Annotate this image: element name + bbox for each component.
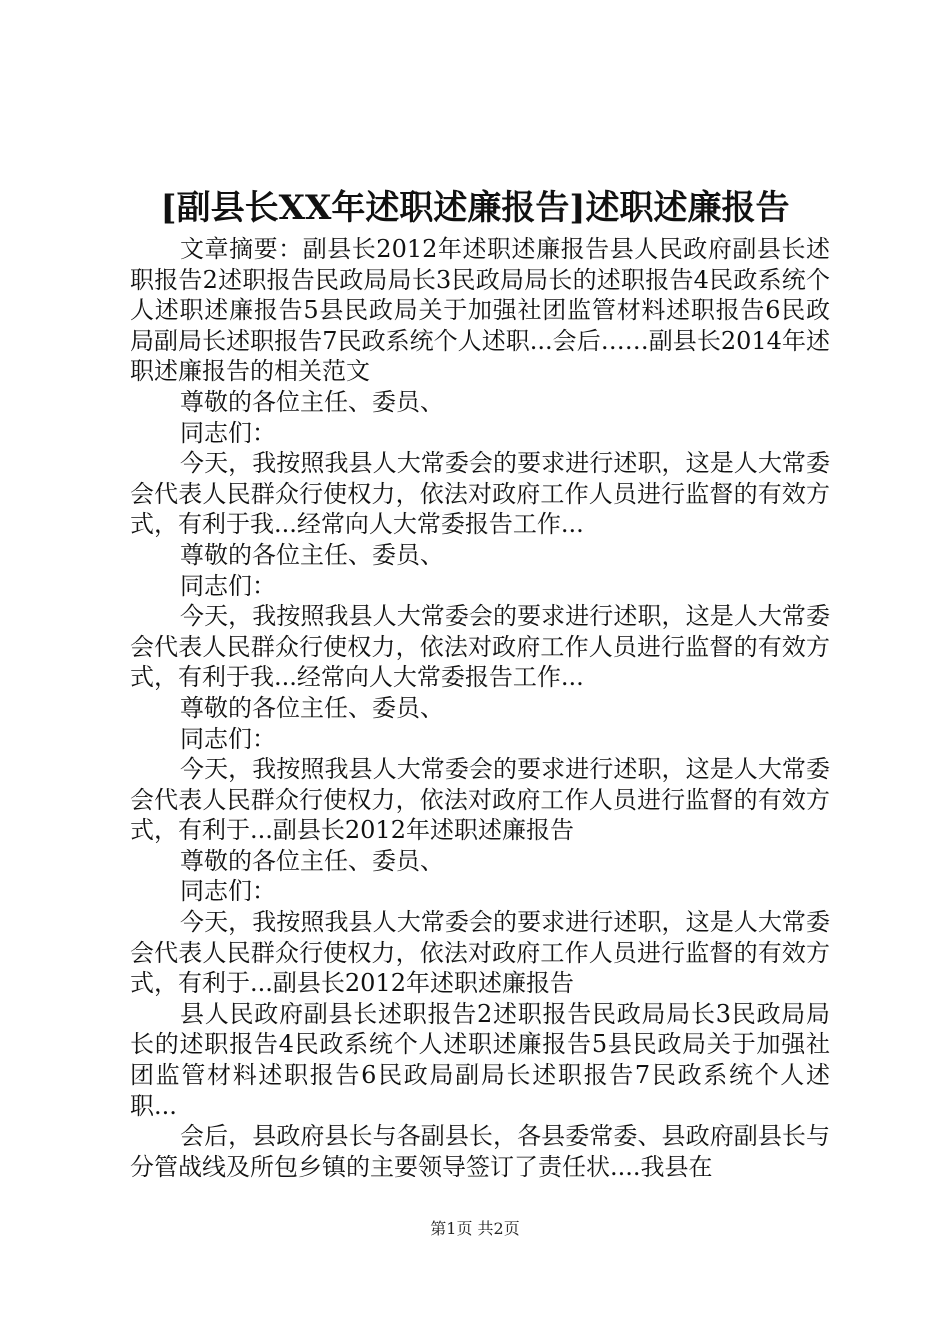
body-paragraph: 今天，我按照我县人大常委会的要求进行述职，这是人大常委会代表人民群众行使权力，依法对政府工作人员进行监督的有效方式，有利于...副县长2012年述职述廉报告	[130, 755, 830, 845]
body-paragraph: 县人民政府副县长述职报告2述职报告民政局局长3民政局局长的述职报告4民政系统个人述职述廉报告5县民政局关于加强社团监管材料述职报告6民政局副局长述职报告7民政系统个人述职...	[130, 999, 830, 1120]
salutation-paragraph: 尊敬的各位主任、委员、	[180, 540, 444, 569]
body-paragraph: 今天，我按照我县人大常委会的要求进行述职，这是人大常委会代表人民群众行使权力，依法对政府工作人员进行监督的有效方式，有利于...副县长2012年述职述廉报告	[130, 908, 830, 998]
document-title: [副县长XX年述职述廉报告]述职述廉报告	[160, 188, 790, 228]
document-body	[130, 234, 830, 1182]
page-number-footer: 第1页 共2页	[430, 1219, 520, 1238]
salutation-paragraph: 尊敬的各位主任、委员、	[180, 846, 444, 875]
salutation-paragraph: 尊敬的各位主任、委员、	[180, 693, 444, 722]
body-paragraph: 今天，我按照我县人大常委会的要求进行述职，这是人大常委会代表人民群众行使权力，依法对政府工作人员进行监督的有效方式，有利于我...经常向人大常委报告工作...	[130, 449, 830, 539]
salutation-paragraph: 尊敬的各位主任、委员、	[180, 387, 444, 416]
abstract-paragraph: 文章摘要：副县长2012年述职述廉报告县人民政府副县长述职报告2述职报告民政局局长3民政局局长的述职报告4民政系统个人述职述廉报告5县民政局关于加强社团监管材料述职报告6民政局副局长述职报告7民政系统个人述职...会后……副县长2014年述职述廉报告的相关范文	[130, 235, 830, 386]
body-paragraph: 今天，我按照我县人大常委会的要求进行述职，这是人大常委会代表人民群众行使权力，依法对政府工作人员进行监督的有效方式，有利于我...经常向人大常委报告工作...	[130, 602, 830, 692]
greeting-paragraph: 同志们：	[180, 418, 276, 447]
body-paragraph: 会后，县政府县长与各副县长，各县委常委、县政府副县长与分管战线及所包乡镇的主要领导签订了责任状....我县在	[130, 1122, 830, 1181]
greeting-paragraph: 同志们：	[180, 877, 276, 906]
greeting-paragraph: 同志们：	[180, 724, 276, 753]
greeting-paragraph: 同志们：	[180, 571, 276, 600]
